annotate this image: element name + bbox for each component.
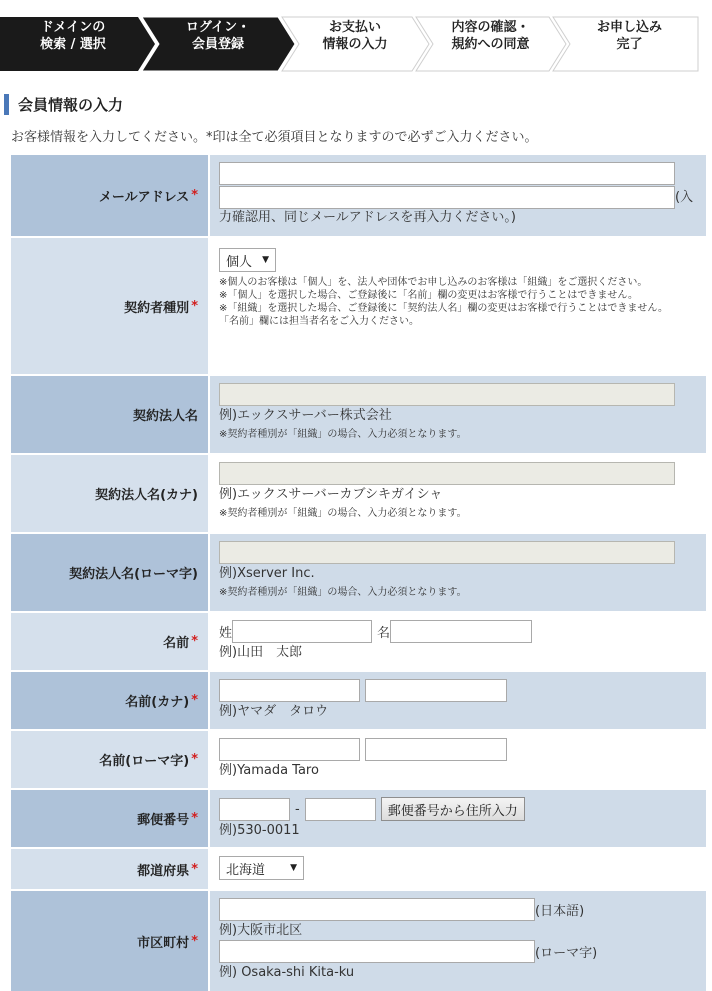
postal-label: 郵便番号 * [11,790,210,847]
postal-cell [210,790,706,847]
postal-code-second-input[interactable] [305,798,376,821]
required-mark: * [191,634,198,649]
contract-type-cell [210,238,706,374]
email-confirm-note-b: 力確認用、同じメールアドレスを再入力ください。) [219,210,516,225]
city-roman-input[interactable] [219,940,535,963]
corp-roman-cell [210,534,706,611]
lead-text: お客様情報を入力してください。*印は全て必須項目となりますので必ずご入力ください。 [11,130,538,145]
email-confirm-input[interactable] [219,186,675,209]
row-contract-type [11,238,706,376]
row-name [11,613,706,672]
contract-type-notes [219,276,698,328]
step-4-label: 内容の確認・ 規約への同意 [451,19,530,52]
corp-roman-input[interactable] [219,541,675,564]
city-label: 市区町村 * [11,891,210,991]
row-email [11,155,706,238]
name-roman-inputs [219,738,698,761]
required-mark: * [191,188,198,203]
city-ja-line [219,898,698,921]
last-name-roman-input[interactable] [219,738,360,761]
required-mark: * [191,693,198,708]
contract-note-2: ※「個人」を選択した場合、ご登録後に「名前」欄の変更はお客様で行うことはできません。 [219,290,638,301]
name-example: 例)山田 太郎 [219,645,303,660]
email-field-cell [210,155,706,236]
corp-kana-note: ※契約者種別が「組織」の場合、入力必須となります。 [219,508,467,519]
contract-type-select[interactable]: 個人 ▼ [219,248,276,272]
city-ja-suffix: (日本語) [535,904,585,919]
heading-accent-bar [4,94,9,115]
email-confirm-note-a: (入 [675,190,694,205]
city-roman-suffix: (ローマ字) [535,946,598,961]
section-heading [4,93,123,115]
postal-inputs [219,797,698,821]
prefecture-label: 都道府県 * [11,849,210,889]
city-cell [210,891,706,991]
name-kana-label: 名前(カナ) * [11,672,210,729]
corp-roman-label: 契約法人名(ローマ字) [11,534,210,611]
city-japanese-input[interactable] [219,898,535,921]
postal-lookup-button[interactable]: 郵便番号から住所入力 [381,797,525,821]
row-postal [11,790,706,849]
step-2-label: ログイン・ 会員登録 [185,19,251,52]
email-confirm-block [219,186,698,227]
name-kana-inputs [219,679,698,702]
postal-code-first-input[interactable] [219,798,290,821]
corp-kana-label: 契約法人名(カナ) [11,455,210,532]
prefecture-cell [210,849,706,889]
city-roman-example: 例) Osaka-shi Kita-ku [219,965,355,980]
email-input[interactable] [219,162,675,185]
step-1-label: ドメインの 検索 / 選択 [40,19,106,52]
contract-type-label: 契約者種別 * [11,238,210,374]
member-form [11,155,706,991]
first-name-kana-input[interactable] [365,679,507,702]
name-inputs [219,620,698,643]
corp-name-cell [210,376,706,453]
name-roman-example: 例)Yamada Taro [219,763,319,778]
corp-name-example: 例)エックスサーバー株式会社 [219,408,392,423]
contract-note-3: ※「組織」を選択した場合、ご登録後に「契約法人名」欄の変更はお客様で行うことはできません。 [219,303,668,314]
name-label: 名前 * [11,613,210,670]
required-mark: * [191,811,198,826]
last-name-input[interactable] [232,620,372,643]
row-corp-name [11,376,706,455]
first-name-roman-input[interactable] [365,738,507,761]
postal-example: 例)530-0011 [219,823,300,838]
corp-roman-note: ※契約者種別が「組織」の場合、入力必須となります。 [219,587,467,598]
step-3-label: お支払い 情報の入力 [322,19,388,52]
chevron-down-icon: ▼ [262,255,269,265]
last-name-kana-input[interactable] [219,679,360,702]
required-mark: * [191,861,198,877]
email-label: メールアドレス * [11,155,210,236]
corp-kana-cell [210,455,706,532]
corp-kana-input[interactable] [219,462,675,485]
name-kana-cell [210,672,706,729]
name-kana-example: 例)ヤマダ タロウ [219,704,329,719]
corp-name-note: ※契約者種別が「組織」の場合、入力必須となります。 [219,429,467,440]
name-roman-label: 名前(ローマ字) * [11,731,210,788]
city-ja-example: 例)大阪市北区 [219,923,303,938]
sei-label: 姓 [219,626,233,641]
corp-roman-example: 例)Xserver Inc. [219,566,315,581]
required-mark: * [191,752,198,767]
corp-name-input[interactable] [219,383,675,406]
required-mark: * [191,298,198,314]
row-name-kana [11,672,706,731]
contract-note-1: ※個人のお客様は「個人」を、法人や団体でお申し込みのお客様は「組織」をご選択ください。 [219,277,648,288]
row-city [11,891,706,991]
corp-name-label: 契約法人名 [11,376,210,453]
prefecture-select[interactable]: 北海道 ▼ [219,856,304,880]
contract-note-4: 「名前」欄には担当者名をご入力ください。 [219,316,419,327]
corp-kana-example: 例)エックスサーバーカブシキガイシャ [219,487,443,502]
row-corp-kana [11,455,706,534]
row-corp-roman [11,534,706,613]
postal-dash: - [295,801,300,817]
step-5-label: お申し込み 完了 [596,19,662,52]
name-roman-cell [210,731,706,788]
progress-steps [0,0,712,80]
row-prefecture [11,849,706,891]
required-mark: * [191,933,198,949]
first-name-input[interactable] [390,620,532,643]
row-name-roman [11,731,706,790]
mei-label: 名 [377,626,391,641]
city-roman-line [219,940,698,963]
chevron-down-icon: ▼ [290,863,297,873]
section-title: 会員情報の入力 [18,95,124,114]
name-cell [210,613,706,670]
